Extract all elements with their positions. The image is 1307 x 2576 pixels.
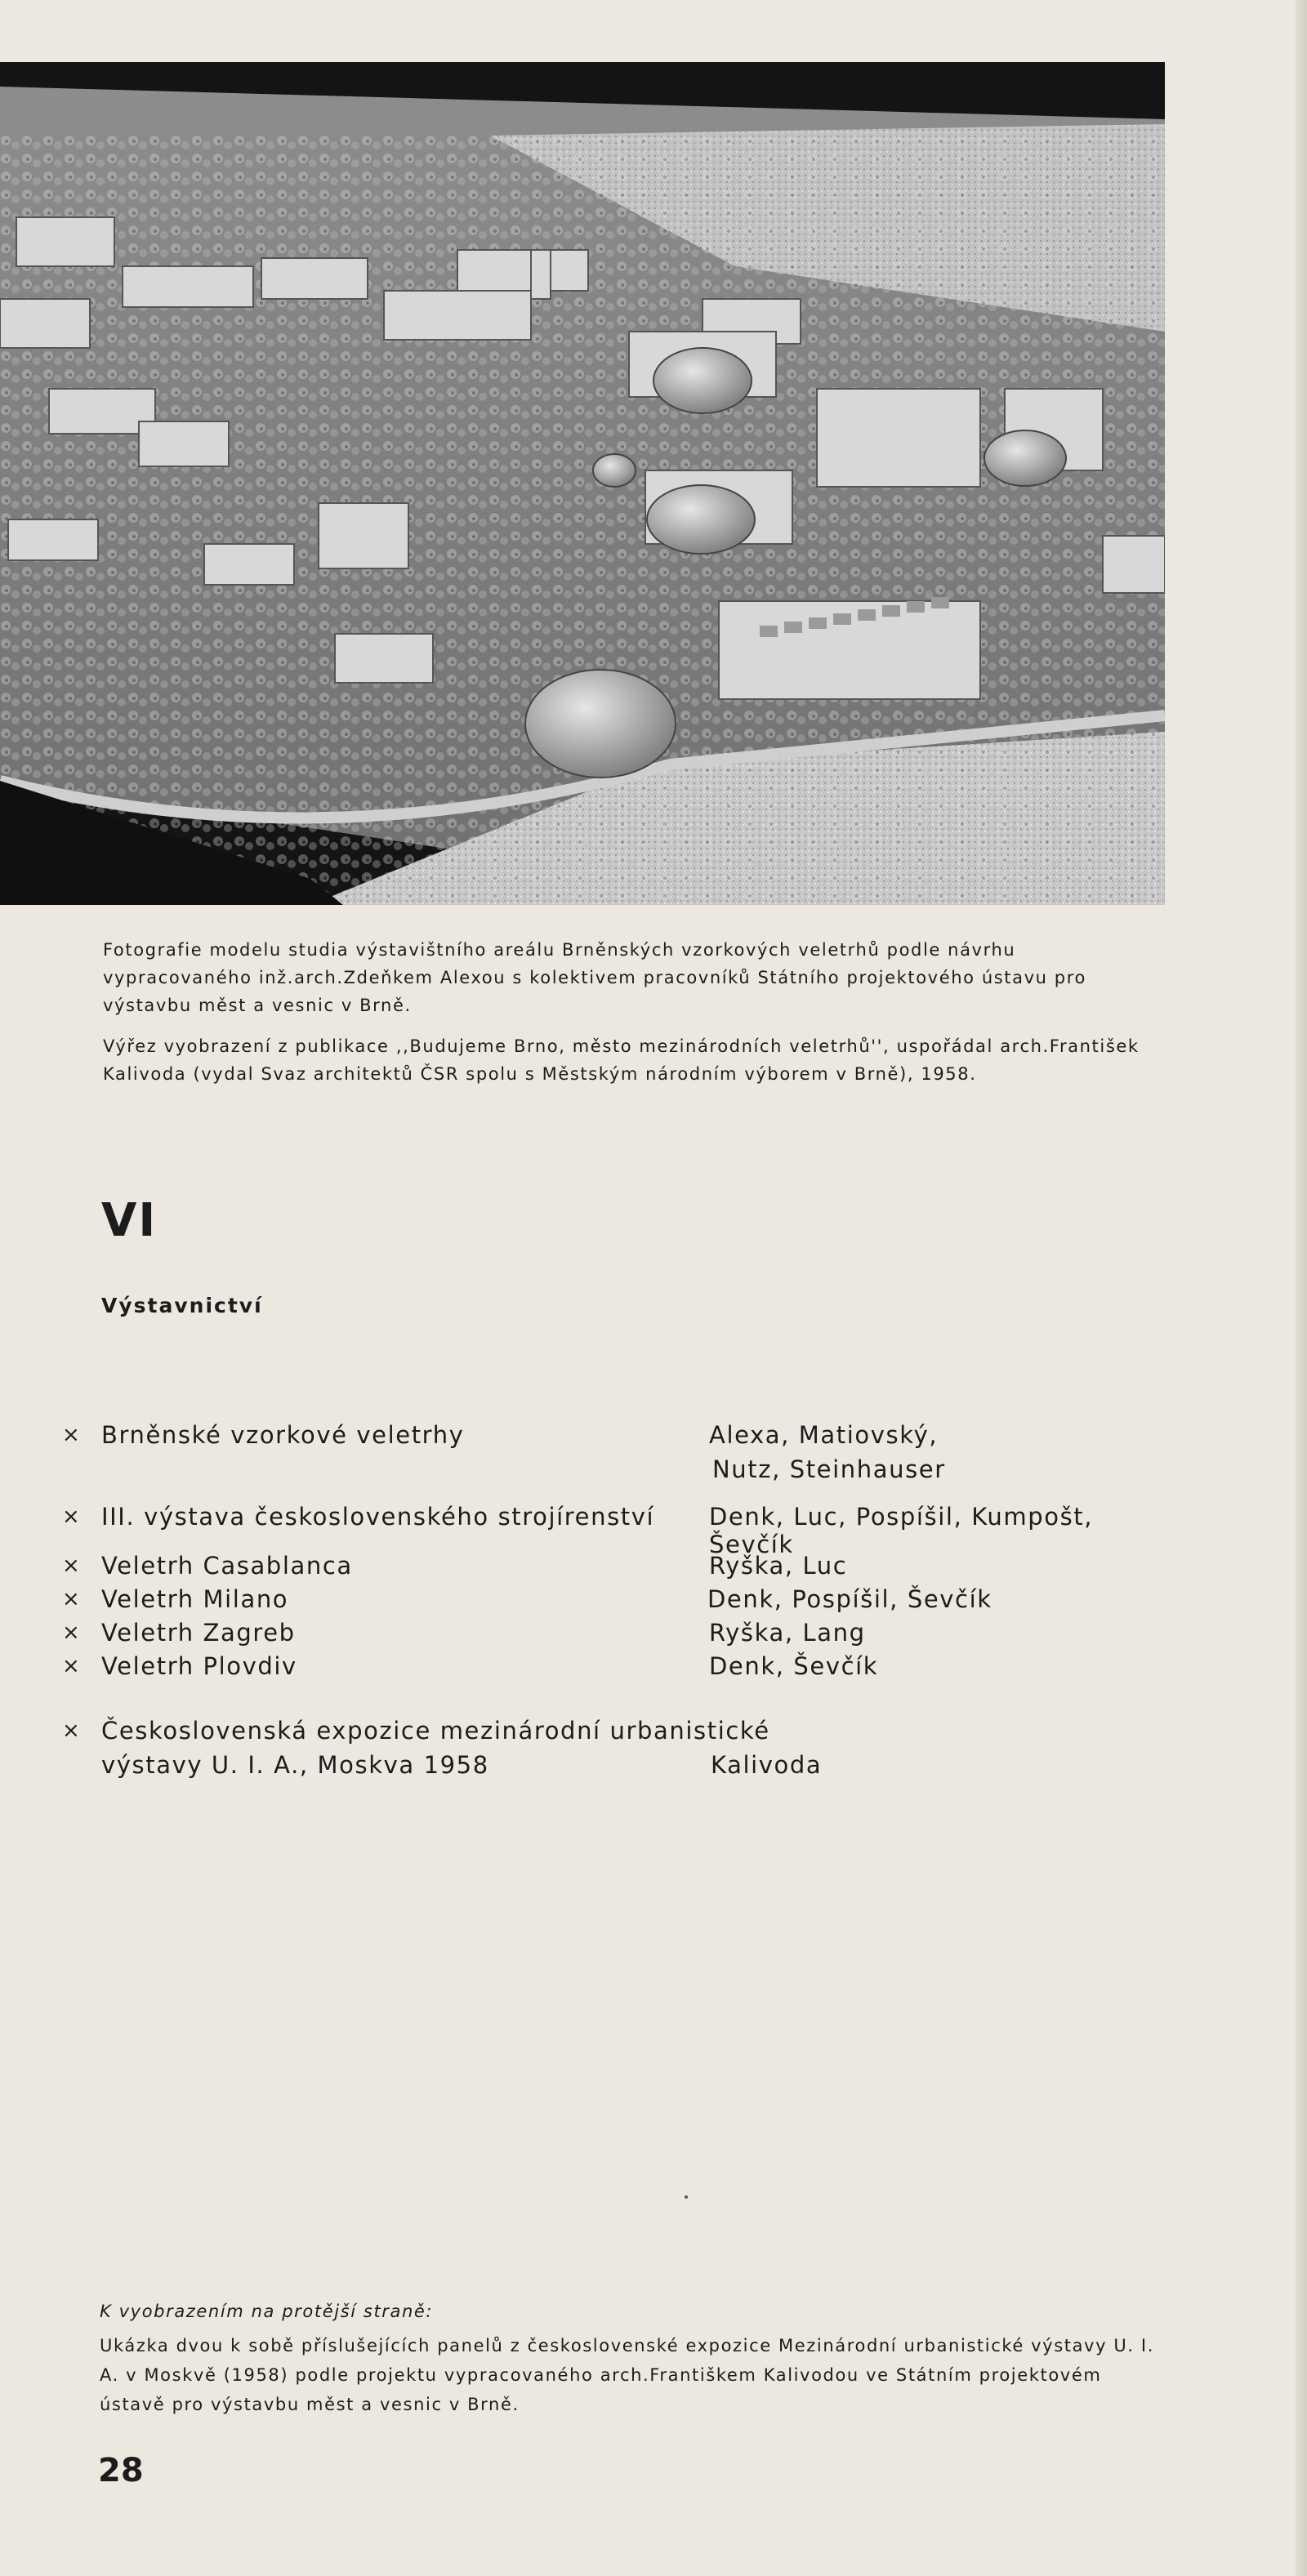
cross-mark-icon: × <box>62 1654 82 1678</box>
work-title: Brněnské vzorkové veletrhy <box>101 1421 465 1449</box>
cross-mark-icon: × <box>62 1423 82 1447</box>
page-number: 28 <box>98 2452 144 2489</box>
work-title: Veletrh Casablanca <box>101 1552 353 1580</box>
list-item <box>62 1717 1157 1749</box>
work-title: Veletrh Plovdiv <box>101 1652 297 1680</box>
list-item <box>62 1619 1157 1651</box>
caption-paragraph: Výřez vyobrazení z publikace ,,Budujeme Brno, město mezinárodních veletrhů'', uspořádal arch.František Kalivoda (vydal Svaz architektů ČSR spolu s Městským národním výborem v Brně), 1958. <box>103 1036 1140 1084</box>
cross-mark-icon: × <box>62 1718 82 1743</box>
paper-speck <box>685 2195 688 2199</box>
work-authors: Ryška, Lang <box>709 1619 866 1647</box>
cross-mark-icon: × <box>62 1620 82 1645</box>
work-title: Veletrh Zagreb <box>101 1619 296 1647</box>
work-authors: Denk, Luc, Pospíšil, Kumpošt, Ševčík <box>709 1503 1094 1558</box>
work-authors: Denk, Ševčík <box>709 1652 879 1680</box>
list-item-continuation <box>62 1751 1157 1784</box>
chapter-number: VI <box>101 1194 158 1247</box>
work-authors: Nutz, Steinhauser <box>712 1455 946 1483</box>
facing-page-note <box>100 2297 1158 2419</box>
cross-mark-icon: × <box>62 1553 82 1578</box>
work-authors: Alexa, Matiovský, <box>709 1421 939 1449</box>
cross-mark-icon: × <box>62 1587 82 1611</box>
caption-paragraph: Fotografie modelu studia výstavištního areálu Brněnských vzorkových veletrhů podle návrhu vypracovaného inž.arch.Zdeňkem Alexou s kolektivem pracovníků Státního projektového ústavu pro výstavbu měst a vesnic v Brně. <box>103 940 1086 1015</box>
exhibition-grounds-model-photo <box>0 62 1165 905</box>
photo-caption <box>103 936 1157 1019</box>
work-title: III. výstava československého strojírenství <box>101 1503 655 1531</box>
list-item <box>62 1503 1157 1558</box>
note-text: Ukázka dvou k sobě příslušejících panelů z československé expozice Mezinárodní urbanistické výstavy U. I. A. v Moskvě (1958) podle projektu vypracovaného arch.Františkem Kalivodou ve Státním projektovém ústavě pro výstavbu měst a vesnic v Brně. <box>100 2336 1154 2414</box>
list-item <box>62 1652 1157 1685</box>
work-title: Československá expozice mezinárodní urbanistické <box>101 1717 770 1745</box>
exhibition-model-photo <box>0 62 1165 905</box>
page-edge <box>1296 0 1307 2576</box>
note-lead: K vyobrazením na protější straně: <box>100 2302 434 2321</box>
list-item-continuation <box>62 1455 1157 1488</box>
list-item <box>62 1585 1157 1618</box>
photo-source <box>103 1032 1157 1088</box>
work-authors: Ryška, Luc <box>709 1552 848 1580</box>
work-title-continuation: výstavy U. I. A., Moskva 1958 <box>101 1751 489 1779</box>
work-authors: Kalivoda <box>711 1751 823 1779</box>
list-item <box>62 1552 1157 1584</box>
work-title: Veletrh Milano <box>101 1585 289 1613</box>
cross-mark-icon: × <box>62 1504 82 1529</box>
work-authors: Denk, Pospíšil, Ševčík <box>707 1585 993 1613</box>
list-item <box>62 1421 1157 1454</box>
chapter-title: Výstavnictví <box>101 1294 263 1317</box>
